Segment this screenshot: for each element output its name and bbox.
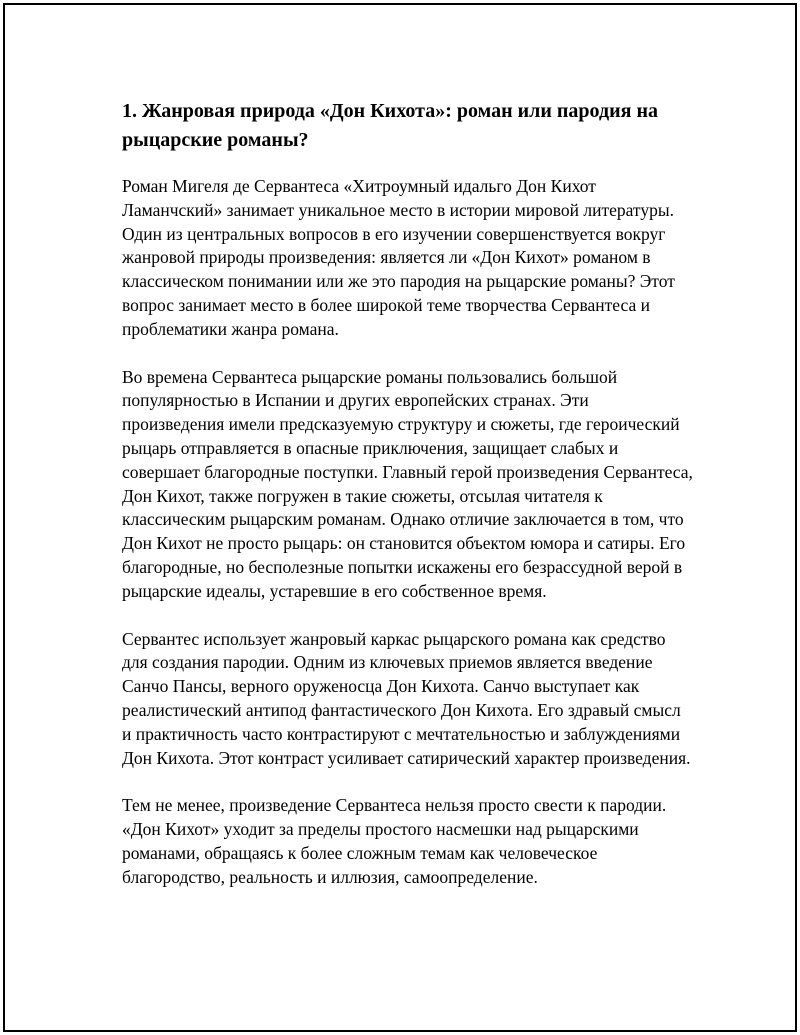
paragraph-2: Во времена Сервантеса рыцарские романы пользовались большой популярностью в Испании и других европейских странах. Эти произведения имели предсказуемую структуру и сюжеты, где героический рыцарь отправляется в опасные приключения, защищает слабых и совершает благородные поступки. Главный герой произведения Сервантеса, Дон Кихот, также погружен в такие сюжеты, отсылая читателя к классическим рыцарским романам. Однако отличие заключается в том, что Дон Кихот не просто рыцарь: он становится объектом юмора и сатиры. Его благородные, но бесполезные попытки искажены его безрассудной верой в рыцарские идеалы, устаревшие в его собственное время.: [122, 366, 693, 601]
page-frame: [3, 3, 797, 1032]
paragraph-1: Роман Мигеля де Сервантеса «Хитроумный идальго Дон Кихот Ламанчский» занимает уникальное место в истории мировой литературы. Один из центральных вопросов в его изучении совершенствуется вокруг жанровой природы произведения: является ли «Дон Кихот» романом в классическом понимании или же это пародия на рыцарские романы? Этот вопрос занимает место в более широкой теме творчества Сервантеса и проблематики жанра романа.: [122, 176, 675, 339]
paragraph-4: Тем не менее, произведение Сервантеса нельзя просто свести к пародии. «Дон Кихот» уходит за пределы простого насмешки над рыцарскими романами, обращаясь к более сложным темам как человеческое благородство, реальность и иллюзия, самоопределение.: [122, 795, 667, 887]
paragraph-3: Сервантес использует жанровый каркас рыцарского романа как средство для создания пародии. Одним из ключевых приемов является введение Санчо Пансы, верного оруженосца Дон Кихота. Санчо выступает как реалистический антипод фантастического Дон Кихота. Его здравый смысл и практичность часто контрастируют с мечтательностью и заблуждениями Дон Кихота. Этот контраст усиливает сатирический характер произведения.: [122, 628, 691, 768]
document-body: [122, 97, 694, 914]
section-heading: 1. Жанровая природа «Дон Кихота»: роман или пародия на рыцарские романы?: [122, 100, 658, 151]
